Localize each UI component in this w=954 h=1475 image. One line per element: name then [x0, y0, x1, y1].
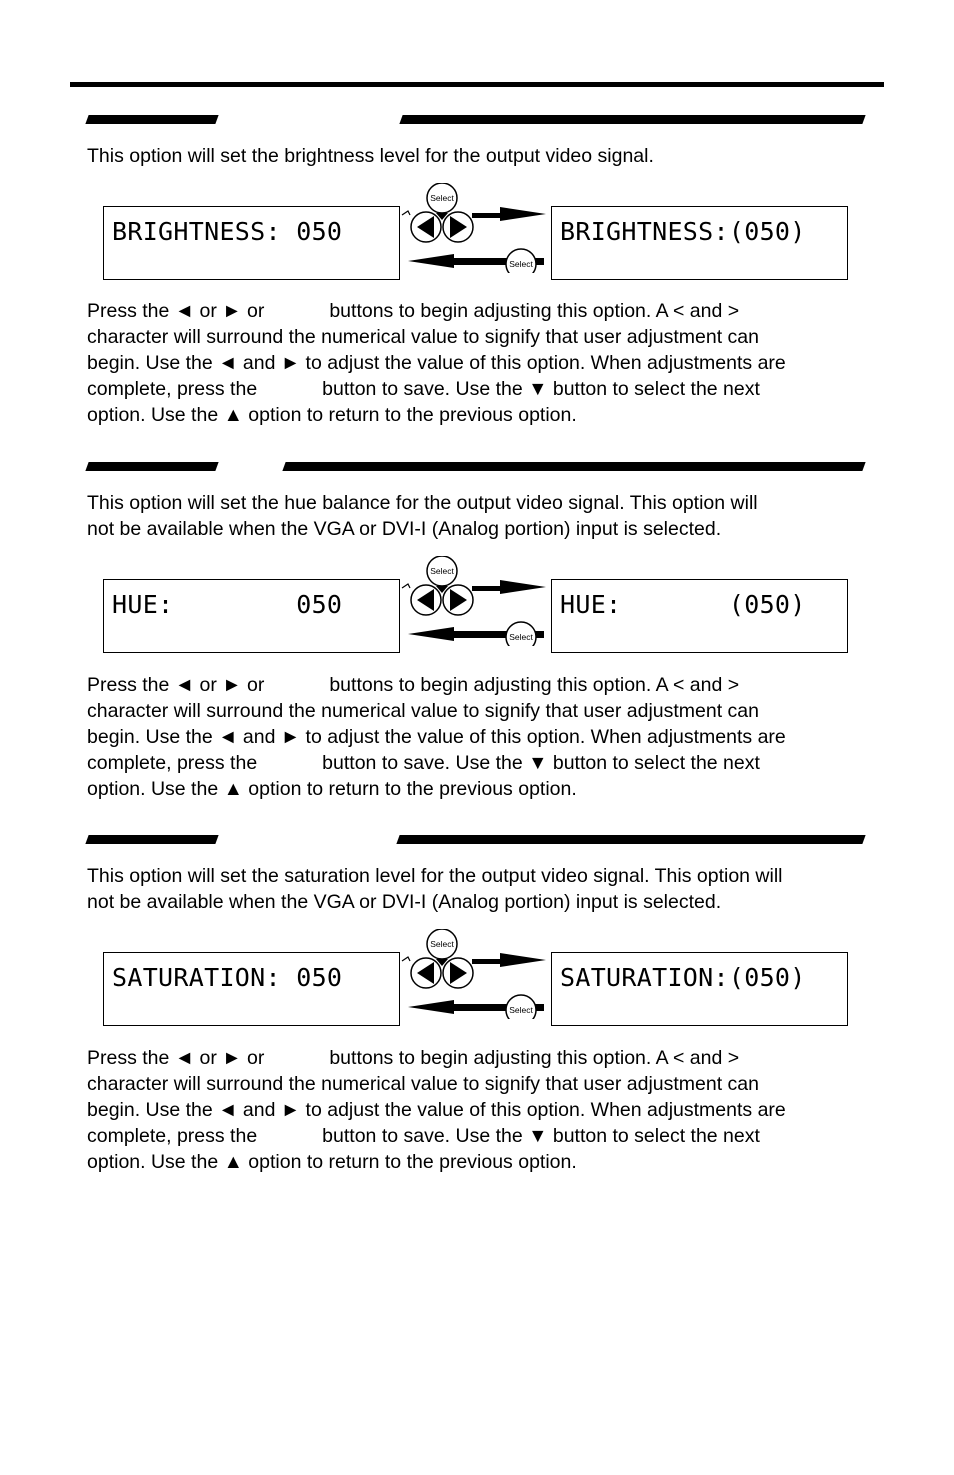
instructions-text — [87, 1045, 887, 1175]
select-label: Select — [509, 632, 533, 642]
brightness-section — [0, 115, 954, 475]
nav-arrow-buttons — [402, 211, 473, 242]
section-heading-bar-left — [85, 462, 218, 471]
lcd-display-before — [103, 206, 400, 280]
instruction-line: Press the ◄ or ► or buttons to begin adjusting this option. A < and > — [87, 300, 740, 322]
lcd-display-after — [551, 206, 848, 280]
lcd-display-before — [103, 579, 400, 653]
instruction-line: complete, press the button to save. Use the ▼ button to select the next — [87, 752, 760, 774]
instruction-line: Press the ◄ or ► or buttons to begin adjusting this option. A < and > — [87, 1047, 740, 1069]
nav-arrow-buttons — [402, 957, 473, 988]
forward-arrow — [472, 207, 546, 221]
button-diagram — [400, 183, 552, 273]
section-intro — [87, 143, 877, 169]
instructions-text — [87, 672, 887, 802]
back-arrow — [408, 995, 544, 1019]
lcd-display-after — [551, 579, 848, 653]
section-intro — [87, 863, 877, 915]
intro-line: This option will set the hue balance for the output video signal. This option will — [87, 492, 758, 514]
instruction-line: character will surround the numerical value to signify that user adjustment can — [87, 1073, 759, 1095]
top-rule — [70, 82, 884, 87]
section-heading-bar-left — [85, 115, 218, 124]
button-diagram — [400, 929, 552, 1019]
section-intro — [87, 490, 877, 542]
instruction-line: begin. Use the ◄ and ► to adjust the value of this option. When adjustments are — [87, 726, 786, 748]
instruction-line: Press the ◄ or ► or buttons to begin adjusting this option. A < and > — [87, 674, 740, 696]
lcd-text: HUE: (050) — [560, 590, 806, 619]
select-label: Select — [430, 566, 454, 576]
intro-line: not be available when the VGA or DVI-I (Analog portion) input is selected. — [87, 518, 722, 540]
back-arrow — [408, 622, 544, 646]
section-heading-bar-right — [282, 462, 865, 471]
select-label: Select — [430, 193, 454, 203]
lcd-text: BRIGHTNESS: 050 — [112, 217, 343, 246]
lcd-text: BRIGHTNESS:(050) — [560, 217, 806, 246]
forward-arrow — [472, 580, 546, 594]
instruction-line: character will surround the numerical value to signify that user adjustment can — [87, 326, 759, 348]
hue-section — [0, 462, 954, 822]
lcd-text: HUE: 050 — [112, 590, 343, 619]
lcd-text: SATURATION: 050 — [112, 963, 343, 992]
instruction-line: complete, press the button to save. Use the ▼ button to select the next — [87, 1125, 760, 1147]
instructions-text — [87, 298, 887, 428]
section-heading-bar-right — [396, 835, 865, 844]
intro-line: This option will set the brightness level for the output video signal. — [87, 145, 654, 167]
select-label: Select — [430, 939, 454, 949]
intro-line: This option will set the saturation level for the output video signal. This option will — [87, 865, 783, 887]
back-arrow — [408, 249, 544, 273]
lcd-text: SATURATION:(050) — [560, 963, 806, 992]
instruction-line: option. Use the ▲ option to return to the previous option. — [87, 404, 577, 426]
instruction-line: begin. Use the ◄ and ► to adjust the value of this option. When adjustments are — [87, 1099, 786, 1121]
instruction-line: option. Use the ▲ option to return to the previous option. — [87, 778, 577, 800]
instruction-line: begin. Use the ◄ and ► to adjust the value of this option. When adjustments are — [87, 352, 786, 374]
nav-arrow-buttons — [402, 584, 473, 615]
intro-line: not be available when the VGA or DVI-I (Analog portion) input is selected. — [87, 891, 722, 913]
button-diagram — [400, 556, 552, 646]
section-heading-bar-left — [85, 835, 218, 844]
lcd-display-before — [103, 952, 400, 1026]
select-label: Select — [509, 259, 533, 269]
instruction-line: complete, press the button to save. Use the ▼ button to select the next — [87, 378, 760, 400]
section-heading-bar-right — [399, 115, 865, 124]
instruction-line: option. Use the ▲ option to return to the previous option. — [87, 1151, 577, 1173]
lcd-display-after — [551, 952, 848, 1026]
instruction-line: character will surround the numerical value to signify that user adjustment can — [87, 700, 759, 722]
saturation-section — [0, 835, 954, 1195]
forward-arrow — [472, 953, 546, 967]
select-label: Select — [509, 1005, 533, 1015]
